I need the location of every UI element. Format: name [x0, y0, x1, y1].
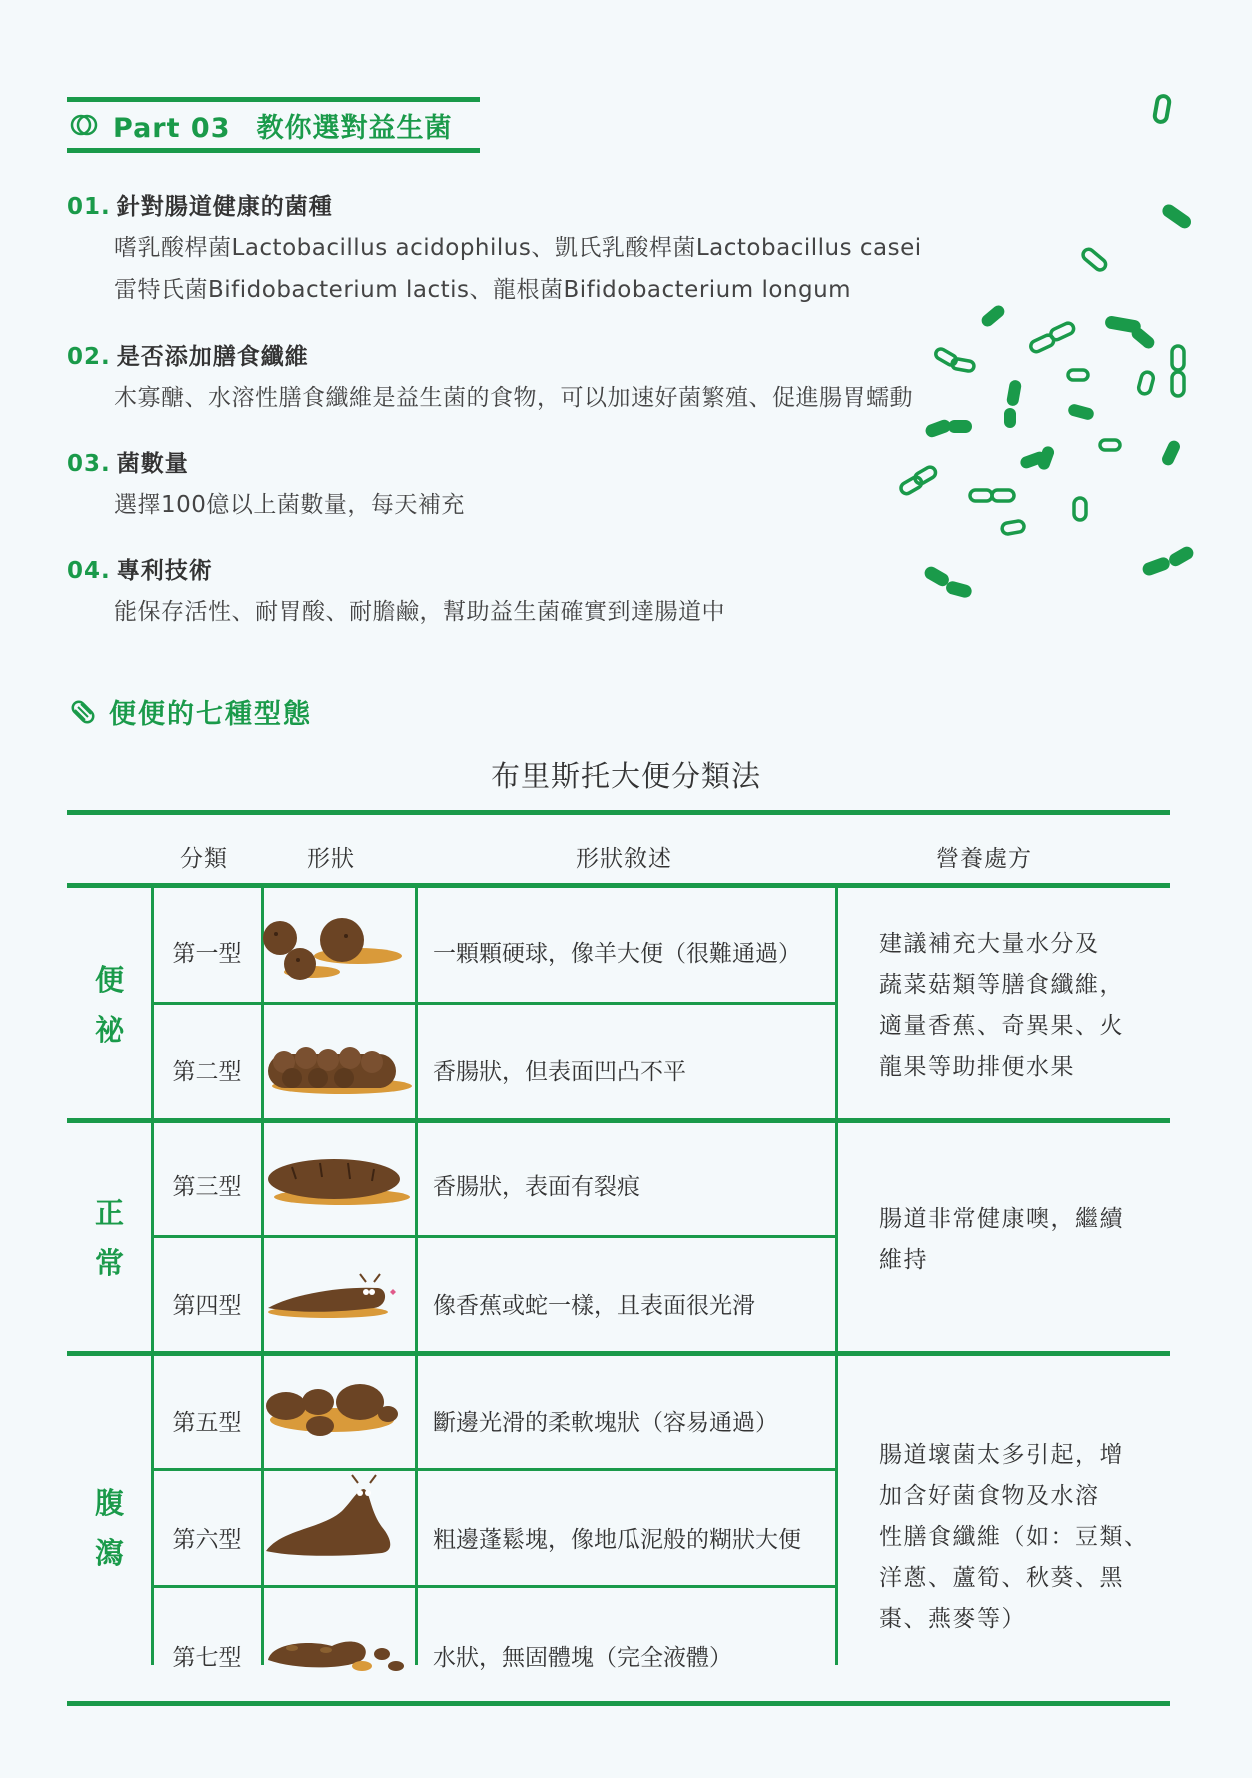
- header-description: 形狀敘述: [576, 846, 672, 872]
- part-label: Part 03: [113, 112, 231, 144]
- nutrition-advice: 腸道壞菌太多引起，增 加含好菌食物及水溶 性膳食纖維（如：豆類、 洋蔥、蘆筍、秋葵、黑 棗、燕麥等）: [879, 1442, 1149, 1632]
- header-shape: 形狀: [307, 846, 355, 872]
- shape-description: 一顆顆硬球，像羊大便（很難通過）: [433, 941, 801, 967]
- shape-description: 斷邊光滑的柔軟塊狀（容易通過）: [433, 1410, 778, 1436]
- stool-type5-image: [262, 1354, 414, 1470]
- stool-type7-image: [262, 1588, 414, 1704]
- type-label: 第五型: [172, 1410, 242, 1436]
- row-rule: [152, 1468, 838, 1471]
- group-label-constipation: 便 祕: [94, 963, 124, 1047]
- stool-type3-image: [262, 1121, 414, 1237]
- tip-item: [67, 338, 913, 419]
- row-rule: [152, 1235, 838, 1238]
- tip-item: [67, 552, 725, 633]
- tip-body: 選擇100億以上菌數量，每天補充: [114, 492, 465, 518]
- type-label: 第一型: [172, 941, 242, 967]
- subsection-header: [67, 692, 312, 731]
- bacterium-icon: [67, 696, 99, 728]
- stool-type1-image: [262, 888, 414, 1004]
- section-title: [113, 106, 452, 145]
- shape-description: 香腸狀，表面有裂痕: [433, 1174, 640, 1200]
- tip-heading: 02. 是否添加膳食纖維: [67, 344, 309, 370]
- type-label: 第二型: [172, 1059, 242, 1085]
- subsection-title: 便便的七種型態: [109, 699, 312, 730]
- tip-body: 木寡醣、水溶性膳食纖維是益生菌的食物，可以加速好菌繁殖、促進腸胃蠕動: [114, 385, 913, 411]
- row-rule: [152, 1585, 838, 1588]
- table-rule: [67, 810, 1170, 815]
- tip-item: [67, 188, 922, 311]
- shape-description: 香腸狀，但表面凹凸不平: [433, 1059, 686, 1085]
- table-rule: [67, 883, 1170, 888]
- row-rule: [152, 1002, 838, 1005]
- tip-item: [67, 445, 465, 526]
- stool-type6-image: [262, 1471, 414, 1587]
- tip-heading: 03. 菌數量: [67, 451, 189, 477]
- group-label-normal: 正 常: [94, 1196, 124, 1280]
- shape-description: 粗邊蓬鬆塊，像地瓜泥般的糊狀大便: [433, 1527, 801, 1553]
- table-rule: [67, 1701, 1170, 1706]
- type-label: 第六型: [172, 1527, 242, 1553]
- nutrition-advice: 腸道非常健康噢，繼續 維持: [879, 1206, 1124, 1273]
- tip-body: 能保存活性、耐胃酸、耐膽鹼，幫助益生菌確實到達腸道中: [114, 599, 725, 625]
- group-rule: [67, 1351, 1170, 1356]
- section-header: [67, 97, 480, 153]
- stool-type2-image: [262, 1004, 414, 1120]
- table-title: 布里斯托大便分類法: [490, 759, 761, 793]
- type-label: 第四型: [172, 1293, 242, 1319]
- bacteria-illustration: [880, 70, 1210, 610]
- stool-type4-image: [262, 1238, 414, 1354]
- tip-body: 嗜乳酸桿菌Lactobacillus acidophilus、凱氏乳酸桿菌Lactobacillus casei 雷特氏菌Bifidobacterium lactis、龍根菌Bifidobacterium longum: [114, 235, 922, 303]
- shape-description: 水狀，無固體塊（完全液體）: [433, 1645, 732, 1671]
- tip-heading: 01. 針對腸道健康的菌種: [67, 194, 333, 220]
- type-label: 第七型: [172, 1645, 242, 1671]
- nutrition-advice: 建議補充大量水分及 蔬菜菇類等膳食纖維， 適量香蕉、奇異果、火 龍果等助排便水果: [879, 931, 1124, 1080]
- shape-description: 像香蕉或蛇一樣，且表面很光滑: [433, 1293, 755, 1319]
- group-rule: [67, 1118, 1170, 1123]
- type-label: 第三型: [172, 1174, 242, 1200]
- intertwined-rings-icon: [69, 110, 99, 140]
- header-nutrition: 營養處方: [936, 846, 1032, 872]
- tip-heading: 04. 專利技術: [67, 558, 213, 584]
- group-label-diarrhea: 腹 瀉: [94, 1486, 124, 1570]
- part-title-text: 教你選對益生菌: [256, 112, 453, 144]
- header-category: 分類: [180, 846, 228, 872]
